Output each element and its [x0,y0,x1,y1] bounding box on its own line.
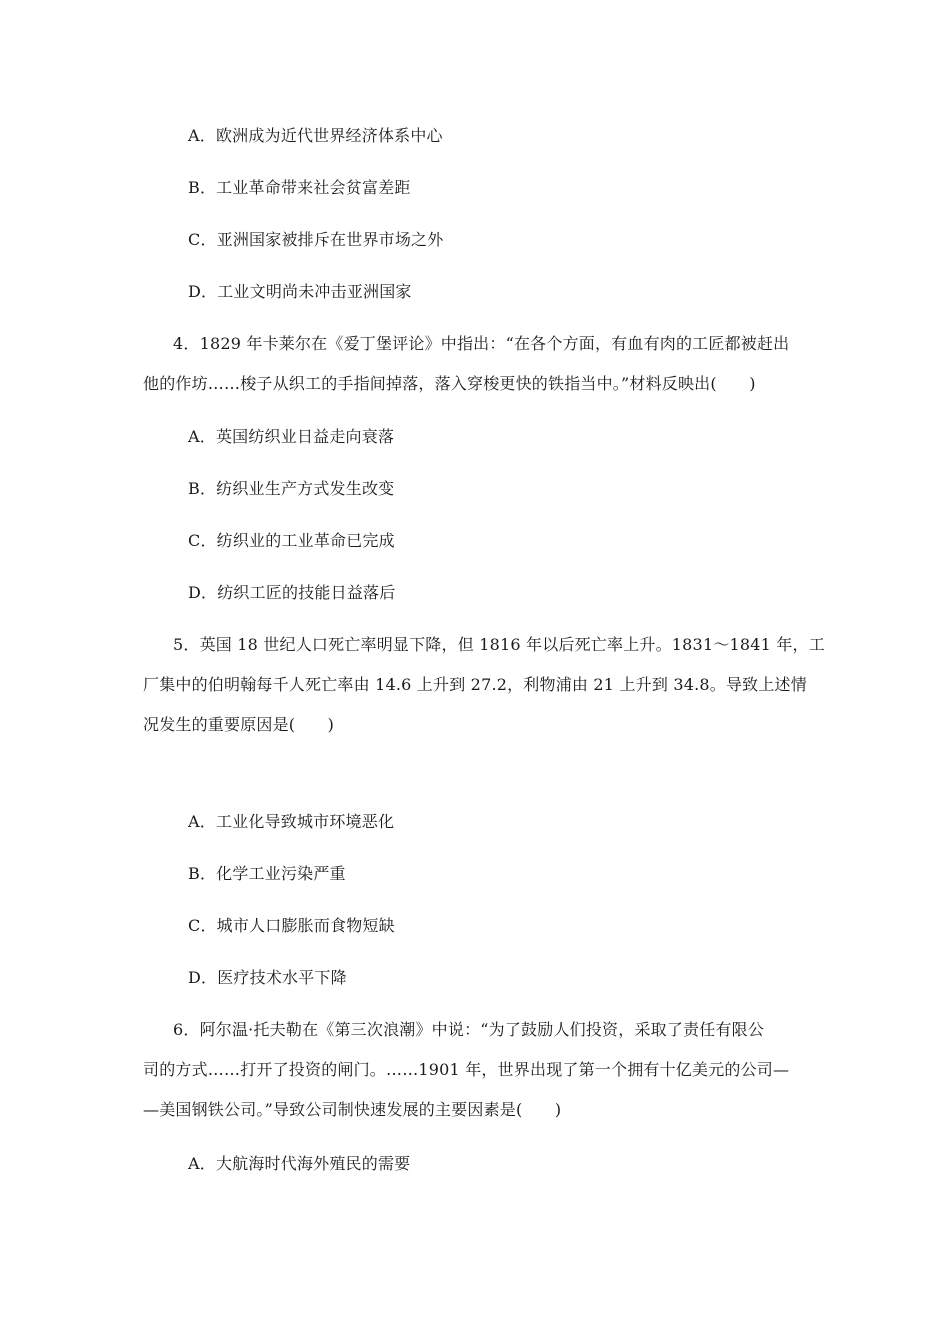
q6-option-a: A．大航海时代海外殖民的需要 [188,1154,411,1173]
q4-option-b: B．纺织业生产方式发生改变 [188,479,395,498]
q5-option-a: A．工业化导致城市环境恶化 [188,812,395,831]
q5-option-d: D．医疗技术水平下降 [188,968,347,987]
q5-stem-line-1: 5．英国 18 世纪人口死亡率明显下降，但 1816 年以后死亡率上升。1831～1841 年，工 [173,635,825,654]
q6-stem-line-2: 司的方式……打开了投资的闸门。……1901 年，世界出现了第一个拥有十亿美元的公司— [143,1060,790,1079]
q5-stem-line-3: 况发生的重要原因是( ) [143,715,335,734]
q4-option-d: D．纺织工匠的技能日益落后 [188,583,396,602]
q4-option-c: C．纺织业的工业革命已完成 [188,531,395,550]
q3-option-c: C．亚洲国家被排斥在世界市场之外 [188,230,444,249]
q5-stem-line-2: 厂集中的伯明翰每千人死亡率由 14.6 上升到 27.2，利物浦由 21 上升到 34.8。导致上述情 [143,675,807,694]
q5-option-c: C．城市人口膨胀而食物短缺 [188,916,395,935]
q3-option-a: A．欧洲成为近代世界经济体系中心 [188,126,443,145]
q4-stem-line-1: 4．1829 年卡莱尔在《爱丁堡评论》中指出：“在各个方面，有血有肉的工匠都被赶出 [173,334,790,353]
q5-option-b: B．化学工业污染严重 [188,864,346,883]
q6-stem-line-3: —美国钢铁公司。”导致公司制快速发展的主要因素是( ) [143,1100,562,1119]
q4-stem-line-2: 他的作坊……梭子从织工的手指间掉落，落入穿梭更快的铁指当中。”材料反映出( ) [143,374,756,393]
q3-option-d: D．工业文明尚未冲击亚洲国家 [188,282,412,301]
q6-stem-line-1: 6．阿尔温·托夫勒在《第三次浪潮》中说：“为了鼓励人们投资，采取了责任有限公 [173,1020,765,1039]
q4-option-a: A．英国纺织业日益走向衰落 [188,427,395,446]
q3-option-b: B．工业革命带来社会贫富差距 [188,178,411,197]
